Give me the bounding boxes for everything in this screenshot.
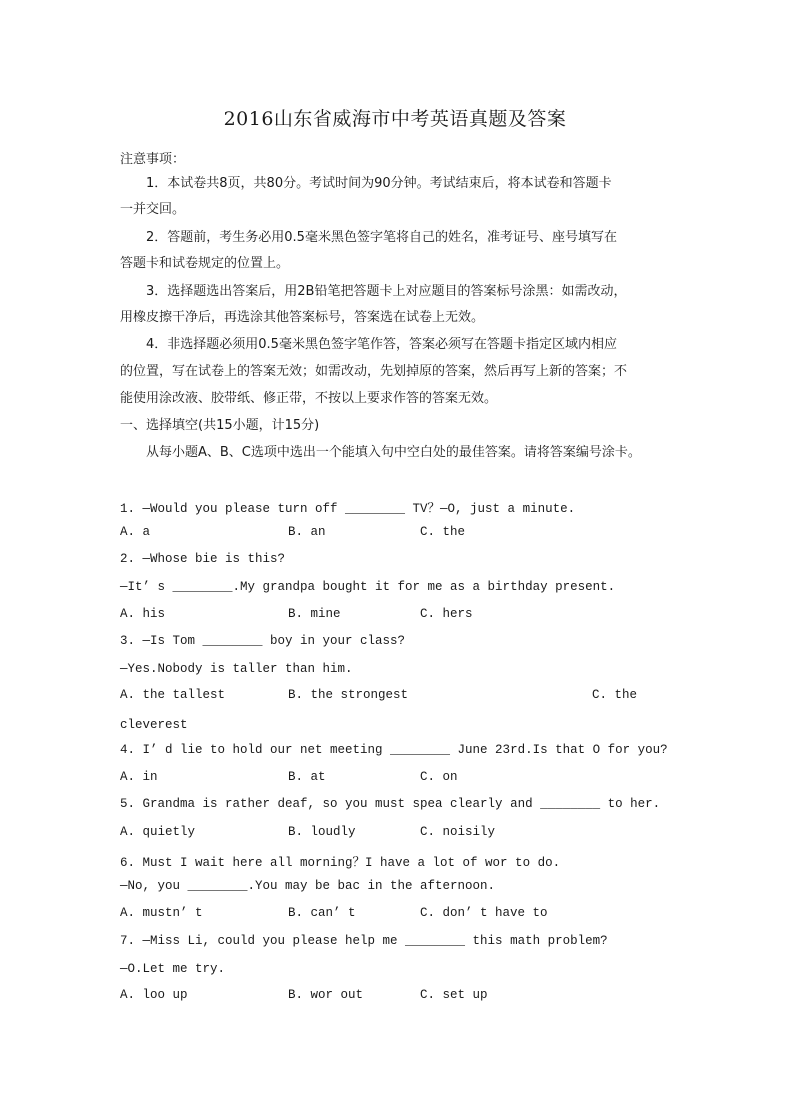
notice-line: 答题卡和试卷规定的位置上。	[120, 256, 290, 271]
section-heading: 一、选择填空(共15小题，计15分)	[120, 418, 320, 433]
question-6-option-a: A. mustn’ t	[120, 906, 203, 920]
question-1-stem: 1. —Would you please turn off ________ TV？—O, just a minute.	[120, 502, 576, 516]
question-7-option-c: C. set up	[420, 988, 488, 1002]
question-3-stem: 3. —Is Tom ________ boy in your class?	[120, 634, 406, 648]
question-7-option-b: B. wor out	[288, 988, 364, 1002]
question-4-option-b: B. at	[288, 770, 326, 784]
question-5-stem: 5. Grandma is rather deaf, so you must spea clearly and ________ to her.	[120, 797, 661, 811]
notice-line: 1．本试卷共8页，共80分。考试时间为90分钟。考试结束后，将本试卷和答题卡	[146, 176, 612, 191]
question-4-option-c: C. on	[420, 770, 458, 784]
notice-line: 4．非选择题必须用0.5毫米黑色签字笔作答，答案必须写在答题卡指定区域内相应	[146, 337, 617, 352]
question-3-option-c: C. the	[592, 688, 638, 702]
question-6-stem: 6. Must I wait here all morning？I have a lot of wor to do.	[120, 856, 561, 870]
section-instruction: 从每小题A、B、C选项中选出一个能填入句中空白处的最佳答案。请将答案编号涂卡。	[146, 445, 641, 460]
question-1-option-b: B. an	[288, 525, 326, 539]
question-7-option-a: A. loo up	[120, 988, 188, 1002]
question-4-stem: 4. I’ d lie to hold our net meeting ________ June 23rd.Is that O for you?	[120, 743, 668, 757]
notice-line: 3．选择题选出答案后，用2B铅笔把答题卡上对应题目的答案标号涂黑：如需改动，	[146, 284, 627, 299]
question-1-option-a: A. a	[120, 525, 151, 539]
question-2-option-b: B. mine	[288, 607, 341, 621]
question-3-reply: —Yes.Nobody is taller than him.	[120, 662, 353, 676]
question-3-option-c-wrap: cleverest	[120, 718, 188, 732]
question-2-option-c: C. hers	[420, 607, 473, 621]
question-7-stem: 7. —Miss Li, could you please help me ________ this math problem?	[120, 934, 608, 948]
question-5-option-b: B. loudly	[288, 825, 356, 839]
question-6-option-c: C. don’ t have to	[420, 906, 548, 920]
notice-heading: 注意事项：	[120, 152, 186, 167]
notice-line: 用橡皮擦干净后，再选涂其他答案标号，答案选在试卷上无效。	[120, 310, 485, 325]
notice-line: 能使用涂改液、胶带纸、修正带，不按以上要求作答的答案无效。	[120, 391, 498, 406]
question-5-option-c: C. noisily	[420, 825, 496, 839]
document-title: 2016山东省威海市中考英语真题及答案	[223, 108, 567, 130]
notice-line: 的位置，写在试卷上的答案无效；如需改动，先划掉原的答案，然后再写上新的答案；不	[120, 364, 628, 379]
question-6-reply: —No, you ________.You may be bac in the afternoon.	[120, 879, 496, 893]
question-3-option-a: A. the tallest	[120, 688, 226, 702]
question-2-reply: —It’ s ________.My grandpa bought it for me as a birthday present.	[120, 580, 616, 594]
question-7-reply: —O.Let me try.	[120, 962, 226, 976]
notice-line: 2．答题前，考生务必用0.5毫米黑色签字笔将自己的姓名，准考证号、座号填写在	[146, 230, 617, 245]
question-6-option-b: B. can’ t	[288, 906, 356, 920]
notice-line: 一并交回。	[120, 202, 186, 217]
question-1-option-c: C. the	[420, 525, 466, 539]
question-3-option-b: B. the strongest	[288, 688, 409, 702]
question-4-option-a: A. in	[120, 770, 158, 784]
question-2-stem: 2. —Whose bie is this?	[120, 552, 286, 566]
question-2-option-a: A. his	[120, 607, 166, 621]
question-5-option-a: A. quietly	[120, 825, 196, 839]
